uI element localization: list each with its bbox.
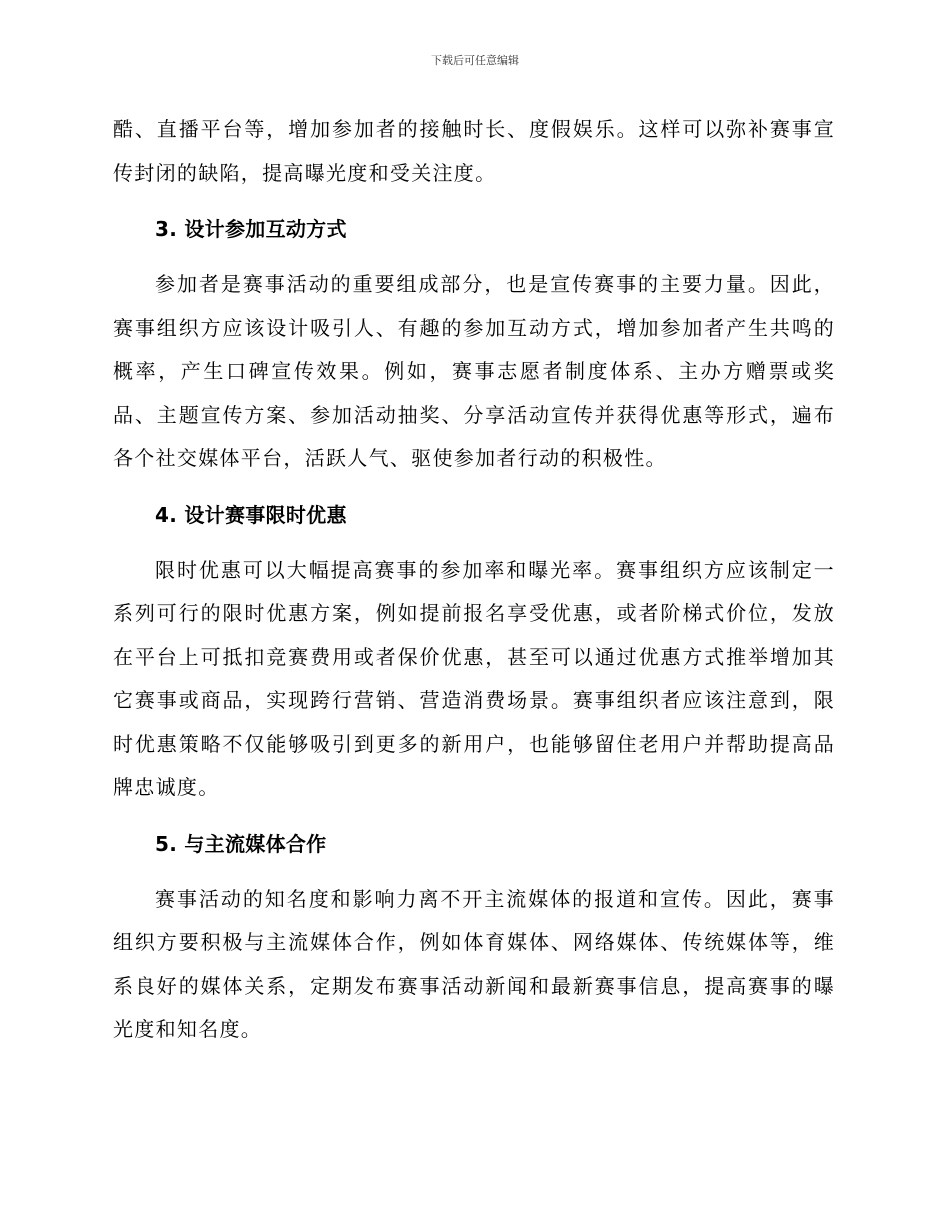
document-body [113, 108, 835, 1052]
section-paragraph-4: 限时优惠可以大幅提高赛事的参加率和曝光率。赛事组织方应该制定一系列可行的限时优惠方案，例如提前报名享受优惠，或者阶梯式价位，发放在平台上可抵扣竞赛费用或者保价优惠，甚至可以通过优惠方式推举增加其它赛事或商品，实现跨行营销、营造消费场景。赛事组织者应该注意到，限时优惠策略不仅能够吸引到更多的新用户，也能够留住老用户并帮助提高品牌忠诚度。 [113, 557, 835, 799]
intro-paragraph: 酷、直播平台等，增加参加者的接触时长、度假娱乐。这样可以弥补赛事宣传封闭的缺陷，提高曝光度和受关注度。 [113, 117, 835, 185]
section-paragraph-5: 赛事活动的知名度和影响力离不开主流媒体的报道和宣传。因此，赛事组织方要积极与主流媒体合作，例如体育媒体、网络媒体、传统媒体等，维系良好的媒体关系，定期发布赛事活动新闻和最新赛事信息，提高赛事的曝光度和知名度。 [113, 886, 835, 1041]
page-header: 下载后可任意编辑 [431, 54, 519, 67]
section-heading-4: 4. 设计赛事限时优惠 [155, 502, 347, 527]
section-heading-5: 5. 与主流媒体合作 [155, 831, 327, 856]
section-paragraph-3: 参加者是赛事活动的重要组成部分，也是宣传赛事的主要力量。因此，赛事组织方应该设计吸引人、有趣的参加互动方式，增加参加者产生共鸣的概率，产生口碑宣传效果。例如，赛事志愿者制度体系、主办方赠票或奖品、主题宣传方案、参加活动抽奖、分享活动宣传并获得优惠等形式，遍布各个社交媒体平台，活跃人气、驱使参加者行动的积极性。 [113, 272, 835, 470]
section-heading-3: 3. 设计参加互动方式 [155, 217, 347, 241]
